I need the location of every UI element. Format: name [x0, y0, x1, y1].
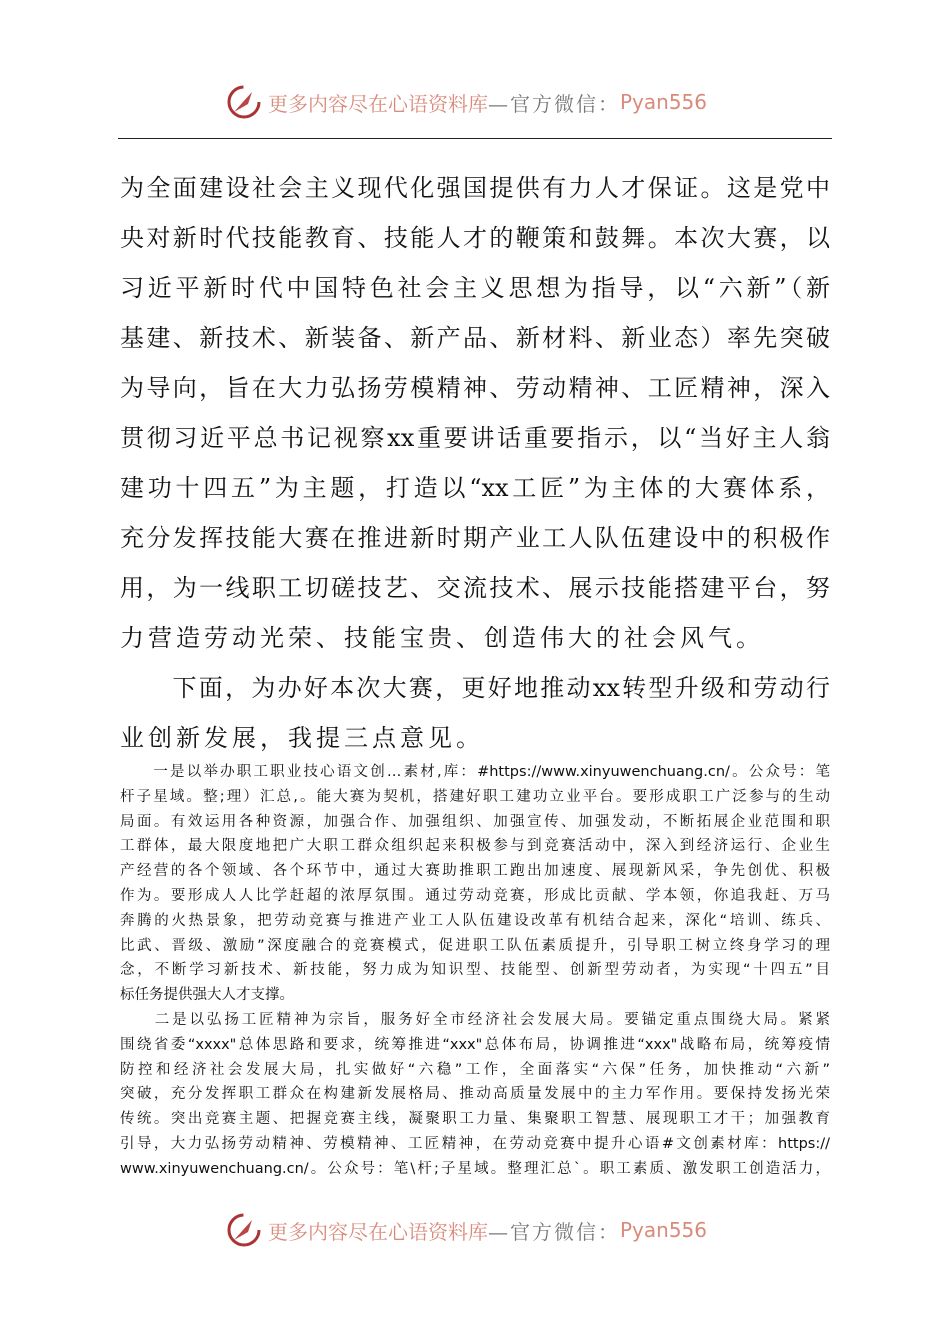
watermark-footer	[226, 1210, 707, 1250]
text-line: 传统。突出竞赛主题、把握竞赛主线，凝聚职工力量、集聚职工智慧、展现职工才干；加强教育	[120, 1111, 830, 1128]
watermark-wechat-label: —官方微信：	[488, 1219, 620, 1244]
text-line: 充分发挥技能大赛在推进新时期产业工人队伍建设中的积极作	[120, 524, 830, 552]
text-line: 一是以举办职工职业技心语文创…素材,库：#https://www.xinyuwenchuang.cn/。公众号：笔	[120, 764, 830, 780]
watermark-wechat-label: —官方微信：	[488, 91, 620, 116]
header-divider	[118, 138, 832, 139]
text-line: 为导向，旨在大力弘扬劳模精神、劳动精神、工匠精神，深入	[120, 374, 830, 402]
text-line: 用，为一线职工切磋技艺、交流技术、展示技能搭建平台，努	[120, 574, 830, 602]
text-line: 奔腾的火热景象，把劳动竞赛与推进产业工人队伍建设改革有机结合起来，深化“培训、练兵、	[120, 912, 830, 929]
text-line: 杆子星域。整;理）汇总,。能大赛为契机，搭建好职工建功立业平台。要形成职工广泛参与的生动	[120, 788, 830, 805]
text-line: 围绕省委“xxxx"总体思路和要求，统筹推进“xxx"总体布局，协调推进“xxx"战略布局，统筹疫情	[120, 1036, 830, 1053]
text-line: 工群体，最大限度地把广大职工群众组织起来积极参与到竞赛活动中，深入到经济运行、企业生	[120, 838, 830, 855]
text-line: 下面，为办好本次大赛，更好地推动xx转型升级和劳动行	[120, 674, 830, 702]
text-line: 习近平新时代中国特色社会主义思想为指导，以“六新”（新	[120, 274, 830, 302]
text-line: 产经营的各个领域、各个环节中，通过大赛助推职工跑出加速度、展现新风采，争先创优、积极	[120, 863, 830, 880]
text-line: 比武、晋级、激励”深度融合的竞赛模式，促进职工队伍素质提升，引导职工树立终身学习的理	[120, 937, 830, 954]
watermark-text: 更多内容尽在心语资料库	[268, 1219, 488, 1244]
text-line: 基建、新技术、新装备、新产品、新材料、新业态）率先突破	[120, 324, 830, 352]
text-line: 央对新时代技能教育、技能人才的鞭策和鼓舞。本次大赛，以	[120, 224, 830, 252]
watermark-wechat-id: Pyan556	[620, 90, 708, 114]
text-line: 为全面建设社会主义现代化强国提供有力人才保证。这是党中	[120, 174, 830, 202]
text-line: 念，不断学习新技术、新技能，努力成为知识型、技能型、创新型劳动者，为实现“十四五”目	[120, 962, 830, 979]
watermark-wechat-id: Pyan556	[620, 1218, 708, 1242]
text-line: 二是以弘扬工匠精神为宗旨，服务好全市经济社会发展大局。要锚定重点围绕大局。紧紧	[120, 1011, 830, 1028]
text-line: 作为。要形成人人比学赶超的浓厚氛围。通过劳动竞赛，形成比贡献、学本领，你追我赶、万马	[120, 887, 830, 904]
text-line: 突破，充分发挥职工群众在构建新发展格局、推动高质量发展中的主力军作用。要保持发扬光荣	[120, 1086, 830, 1103]
text-line: 业创新发展，我提三点意见。	[120, 724, 484, 752]
quill-logo-icon	[226, 84, 262, 120]
watermark-text: 更多内容尽在心语资料库	[268, 91, 488, 116]
watermark-header	[226, 82, 707, 122]
body-small-text	[120, 760, 830, 1182]
text-line: 防控和经济社会发展大局，扎实做好“六稳”工作，全面落实“六保”任务，加快推动“六新”	[120, 1061, 830, 1078]
text-line: 力营造劳动光荣、技能宝贵、创造伟大的社会风气。	[120, 624, 764, 652]
text-line: 局面。有效运用各种资源，加强合作、加强组织、加强宣传、加强发动，不断拓展企业范围和职	[120, 813, 830, 830]
text-line: 建功十四五”为主题，打造以“xx工匠”为主体的大赛体系，	[120, 474, 830, 502]
text-line: www.xinyuwenchuang.cn/。公众号：笔\杆;子星域。整理汇总`。职工素质、激发职工创造活力，	[120, 1160, 830, 1177]
text-line: 贯彻习近平总书记视察xx重要讲话重要指示，以“当好主人翁	[120, 424, 830, 452]
quill-logo-icon	[226, 1212, 262, 1248]
text-line: 标任务提供强大人才支撑。	[120, 987, 294, 1004]
body-large-text	[120, 163, 830, 763]
text-line: 引导，大力弘扬劳动精神、劳模精神、工匠精神，在劳动竞赛中提升心语#文创素材库：https://	[120, 1135, 830, 1152]
